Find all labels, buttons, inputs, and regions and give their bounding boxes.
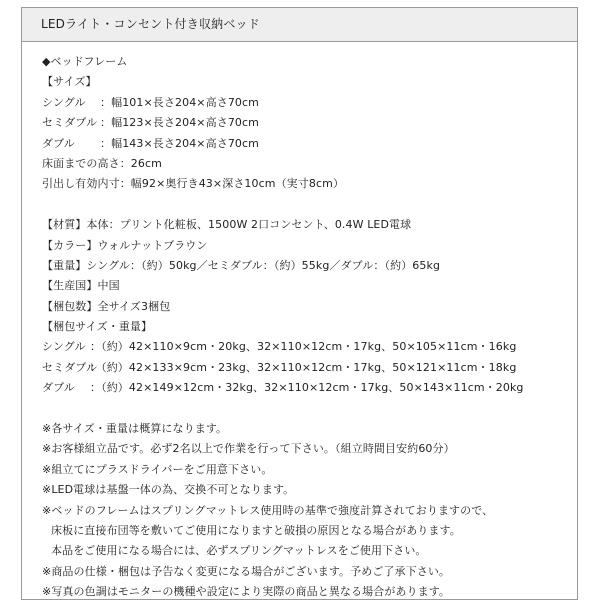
product-title: LEDライト・コンセント付き収納ベッド [41, 17, 260, 31]
note-item: ※LED電球は基盤一体の為、交換不可となります。 [42, 483, 295, 497]
frame-heading: ◆ベッドフレーム [42, 55, 128, 68]
size-label: ダブル [42, 136, 75, 150]
floor-height: 床面までの高さ：26cm [42, 156, 162, 170]
package-row-double [42, 378, 577, 398]
size-value: ：幅101×長さ204×高さ70cm [100, 95, 259, 109]
origin-spec: 【生産国】中国 [42, 279, 120, 293]
package-label: シングル [42, 340, 86, 354]
size-row-double [42, 134, 577, 154]
note-item-continued: 本品をご使用になる場合には、必ずスプリングマットレスをご使用下さい。 [51, 544, 427, 558]
size-label: シングル [42, 95, 86, 109]
material-spec: 【材質】本体：プリント化粧板、1500W 2口コンセント、0.4W LED電球 [42, 218, 412, 232]
size-value: ：幅143×長さ204×高さ70cm [100, 136, 259, 150]
package-label: セミダブル [42, 360, 98, 374]
size-label: セミダブル [42, 116, 98, 130]
spec-header [22, 8, 577, 42]
weight-spec: 【重量】シングル：（約）50kg／セミダブル：（約）55kg／ダブル：（約）65kg [42, 258, 441, 272]
package-value: ：（約）42×133×9cm・23kg、32×110×12cm・17kg、50×121×11cm・18kg [90, 360, 517, 374]
spacer [42, 399, 577, 419]
note-item-continued: 床板に直接布団等を敷いてご使用になりますと破損の原因となる場合があります。 [51, 523, 461, 537]
size-row-single [42, 93, 577, 113]
color-spec: 【カラー】ウォルナットブラウン [42, 238, 208, 252]
package-size-heading: 【梱包サイズ・重量】 [42, 320, 153, 334]
package-row-semi-double [42, 358, 577, 378]
package-value: ：（約）42×149×12cm・32kg、32×110×12cm・17kg、50×143×11cm・20kg [90, 381, 524, 395]
note-item: ※各サイズ・重量は概算になります。 [42, 422, 228, 436]
size-value: ：幅123×長さ204×高さ70cm [100, 116, 259, 130]
package-count-spec: 【梱包数】全サイズ3梱包 [42, 299, 171, 313]
spec-content [22, 42, 577, 603]
drawer-dimensions: 引出し有効内寸：幅92×奥行き43×深さ10cm（実寸8cm） [42, 177, 345, 191]
package-label: ダブル [42, 381, 75, 395]
spec-frame [21, 7, 578, 600]
note-item: ※商品の仕様・梱包は予告なく変更になる場合がございます。予めご了承下さい。 [42, 564, 451, 578]
package-row-single [42, 337, 577, 357]
note-item: ※お客様組立品です。必ず2名以上で作業を行って下さい。（組立時間目安約60分） [42, 442, 455, 456]
note-item: ※ベッドのフレームはスプリングマットレス使用時の基準で強度計算されておりますので、 [42, 503, 494, 517]
size-heading: 【サイズ】 [42, 75, 97, 89]
size-row-semi-double [42, 113, 577, 133]
note-item: ※組立てにプラスドライバーをご用意下さい。 [42, 462, 273, 476]
note-item: ※写真の色調はモニターの機種や設定により実際の商品と異なる場合があります。 [42, 585, 451, 599]
package-value: ：（約）42×110×9cm・20kg、32×110×12cm・17kg、50×105×11cm・16kg [90, 340, 517, 354]
spacer [42, 195, 577, 215]
